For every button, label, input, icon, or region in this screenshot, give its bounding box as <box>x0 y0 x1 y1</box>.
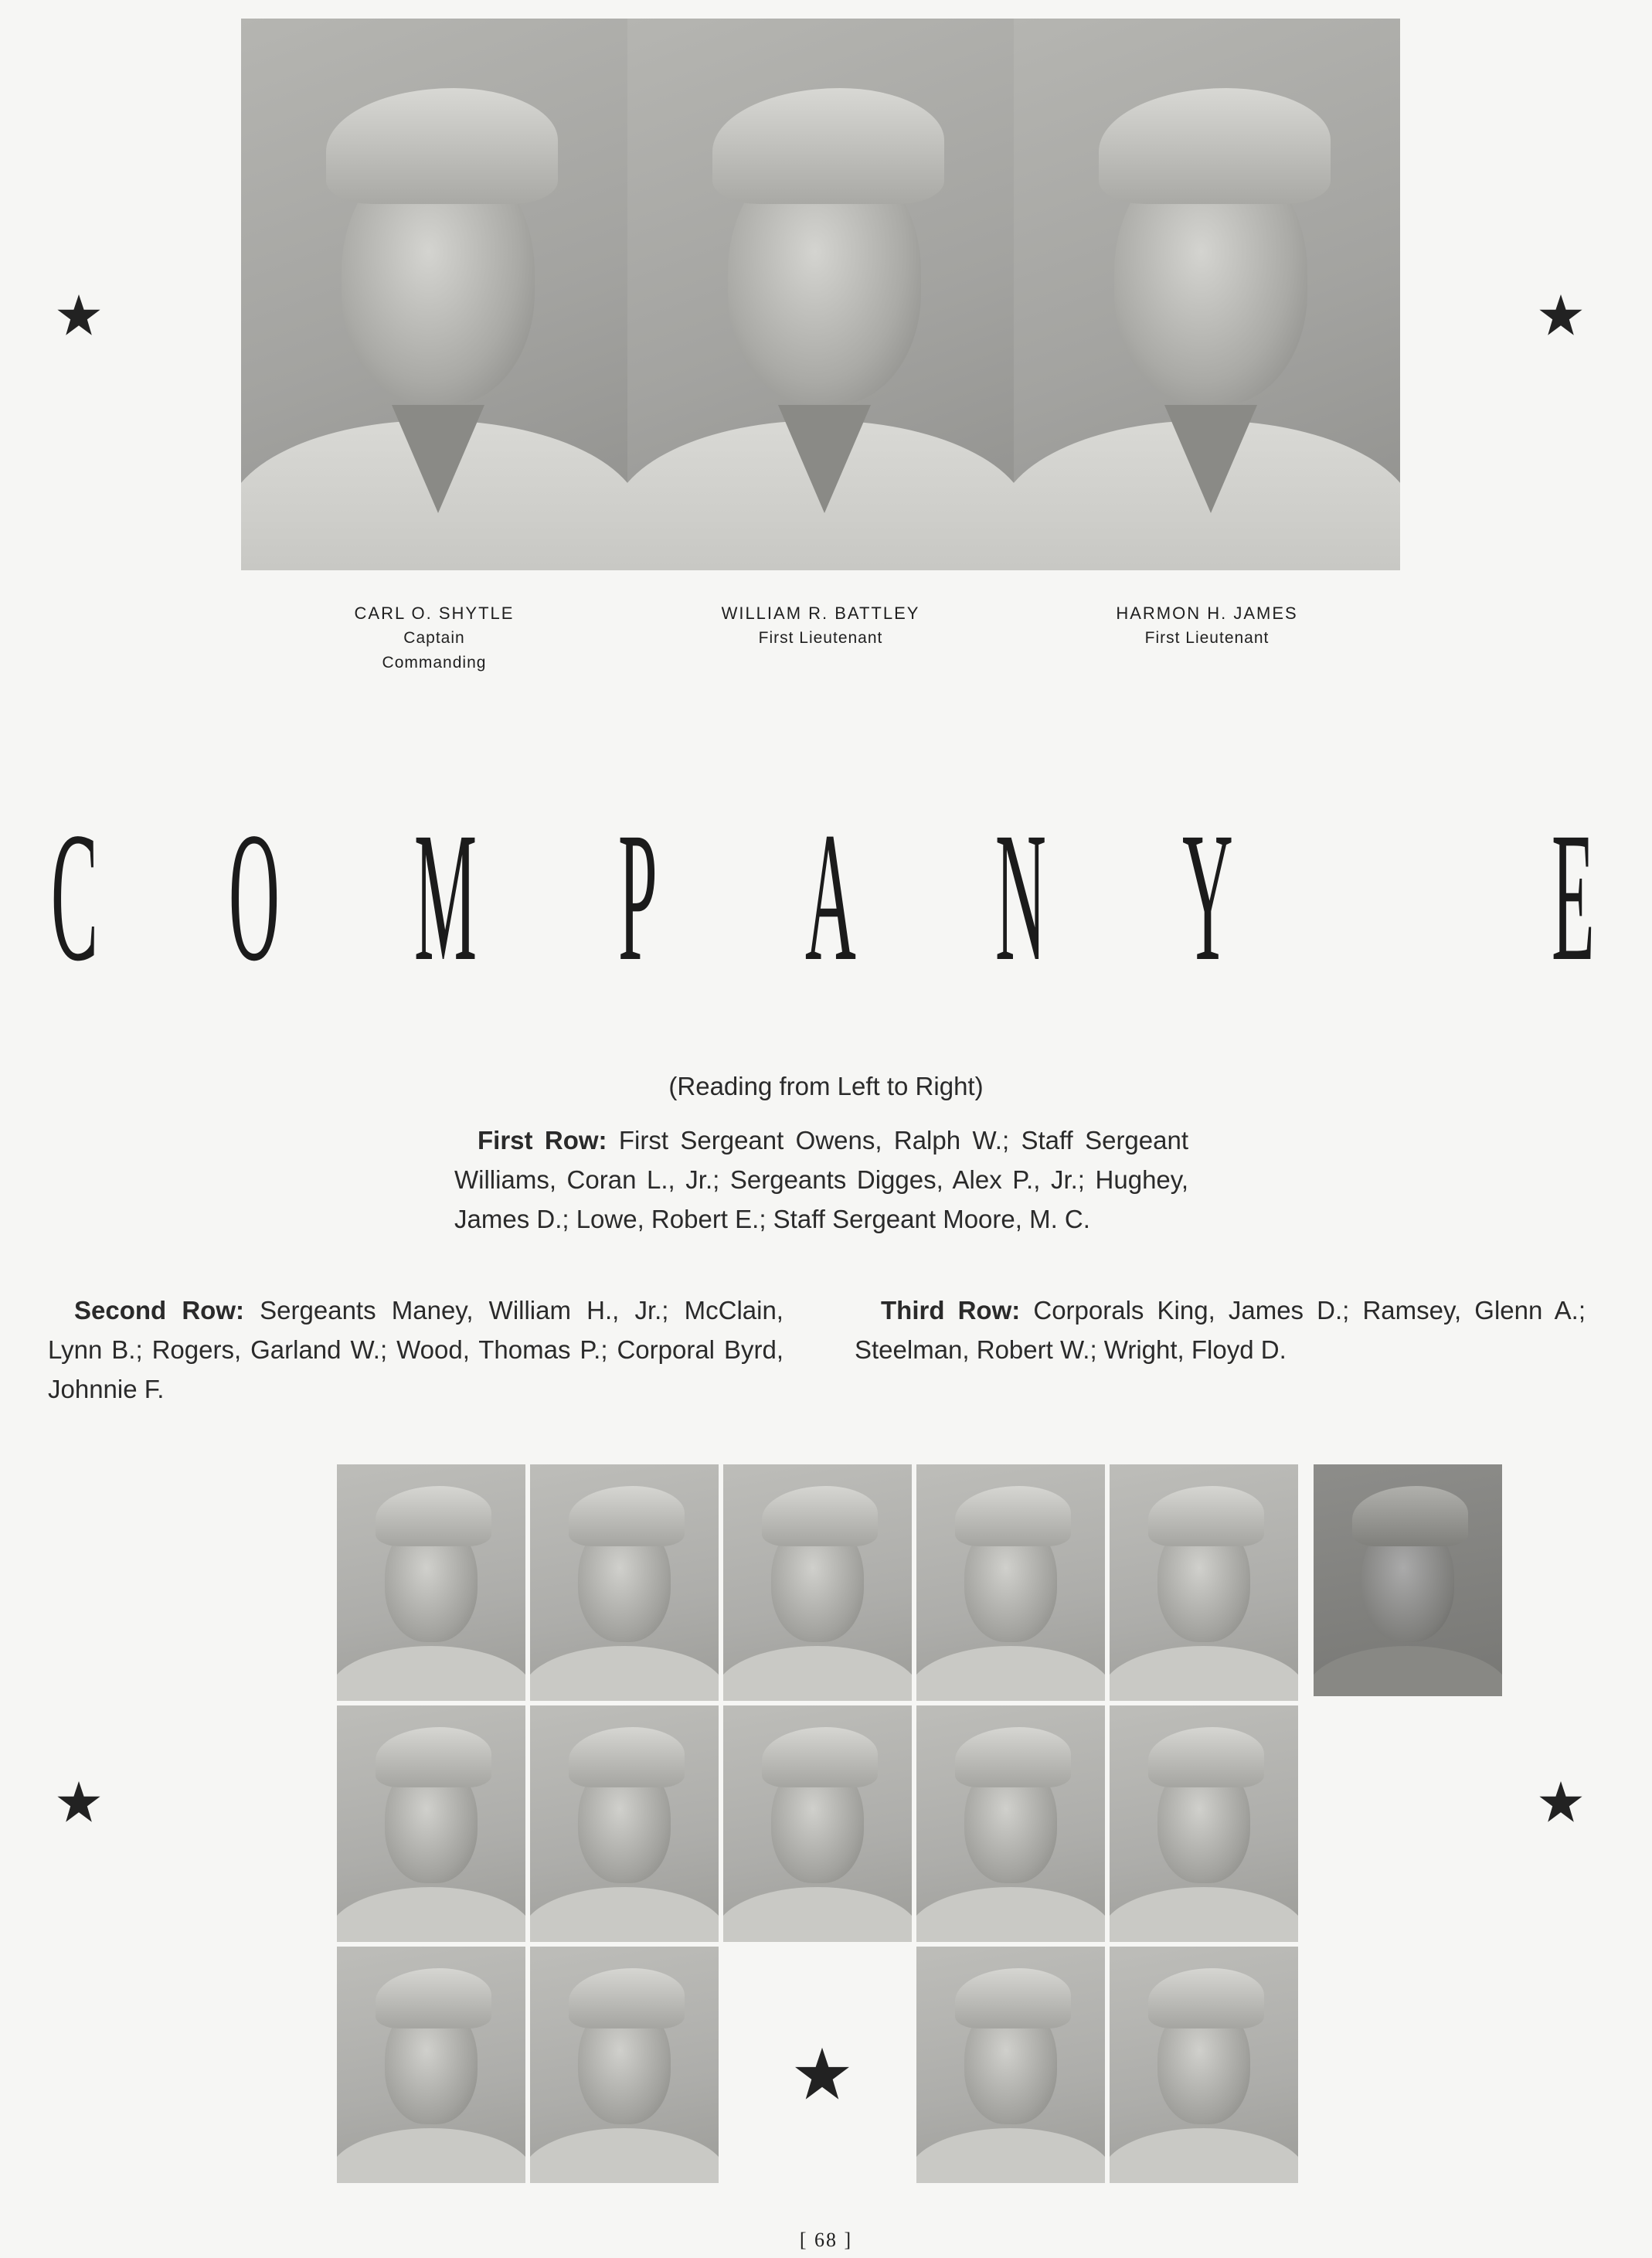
star-icon <box>56 292 102 338</box>
star-icon <box>1538 292 1584 338</box>
officer-rank: First Lieutenant <box>1144 629 1270 647</box>
enlisted-photo <box>337 1705 525 1942</box>
officer-name: HARMON H. JAMES <box>1116 604 1298 623</box>
title-letter: Y <box>1182 794 1233 999</box>
title-letter: N <box>995 794 1046 999</box>
title-letter: O <box>229 794 280 999</box>
roster-intro: (Reading from Left to Right) <box>668 1072 984 1100</box>
enlisted-photo <box>723 1705 912 1942</box>
officer-photo-shytle <box>241 19 627 570</box>
star-icon <box>56 1779 102 1825</box>
officer-role: Commanding <box>382 654 487 672</box>
enlisted-photo <box>530 1947 719 2183</box>
enlisted-photo <box>916 1947 1105 2183</box>
officer-caption-battley <box>627 601 1014 651</box>
title-letter: C <box>51 794 98 999</box>
roster-second-row <box>48 1291 784 1409</box>
star-icon <box>1538 1779 1584 1825</box>
enlisted-photo <box>1110 1464 1298 1701</box>
enlisted-photo <box>530 1464 719 1701</box>
enlisted-photo <box>1110 1947 1298 2183</box>
enlisted-photo <box>530 1705 719 1942</box>
enlisted-photo <box>1314 1464 1502 1696</box>
roster-row-text: Sergeants Maney, William H., Jr.; McClain, Lynn B.; Rogers, Garland W.; Wood, Thomas P.; Corporal Byrd, Johnnie F. <box>48 1296 784 1403</box>
roster-third-row <box>855 1291 1586 1369</box>
roster-row-text: First Sergeant Owens, Ralph W.; Staff Sergeant Williams, Coran L., Jr.; Sergeants Digges, Alex P., Jr.; Hughey, James D.; Lowe, Robert E.; Staff Sergeant Moore, M. C. <box>454 1126 1189 1233</box>
page-number: [ 68 ] <box>799 2229 853 2251</box>
officer-name: CARL O. SHYTLE <box>354 604 515 623</box>
roster-first-row <box>454 1120 1188 1239</box>
officer-name: WILLIAM R. BATTLEY <box>721 604 920 623</box>
officer-rank: Captain <box>403 629 465 647</box>
enlisted-photo <box>916 1464 1105 1701</box>
enlisted-photo <box>723 1464 912 1701</box>
title-letter: E <box>1552 794 1595 999</box>
enlisted-photo <box>337 1464 525 1701</box>
title-letter: A <box>805 794 856 999</box>
officer-photo-james <box>1014 19 1400 570</box>
officer-rank: First Lieutenant <box>758 629 883 647</box>
enlisted-photo <box>1110 1705 1298 1942</box>
title-letter: M <box>414 794 478 999</box>
roster-row-label: Second Row: <box>74 1296 244 1325</box>
roster-row-label: First Row: <box>478 1126 607 1155</box>
officer-caption-james <box>1014 601 1400 651</box>
officer-caption-shytle <box>241 601 627 675</box>
enlisted-photo <box>337 1947 525 2183</box>
enlisted-photo <box>916 1705 1105 1942</box>
roster-row-text: Corporals King, James D.; Ramsey, Glenn A.; Steelman, Robert W.; Wright, Floyd D. <box>855 1296 1586 1364</box>
title-letter: P <box>618 794 658 999</box>
star-icon <box>793 2045 851 2103</box>
roster-row-label: Third Row: <box>881 1296 1021 1325</box>
officer-photo-battley <box>627 19 1014 570</box>
